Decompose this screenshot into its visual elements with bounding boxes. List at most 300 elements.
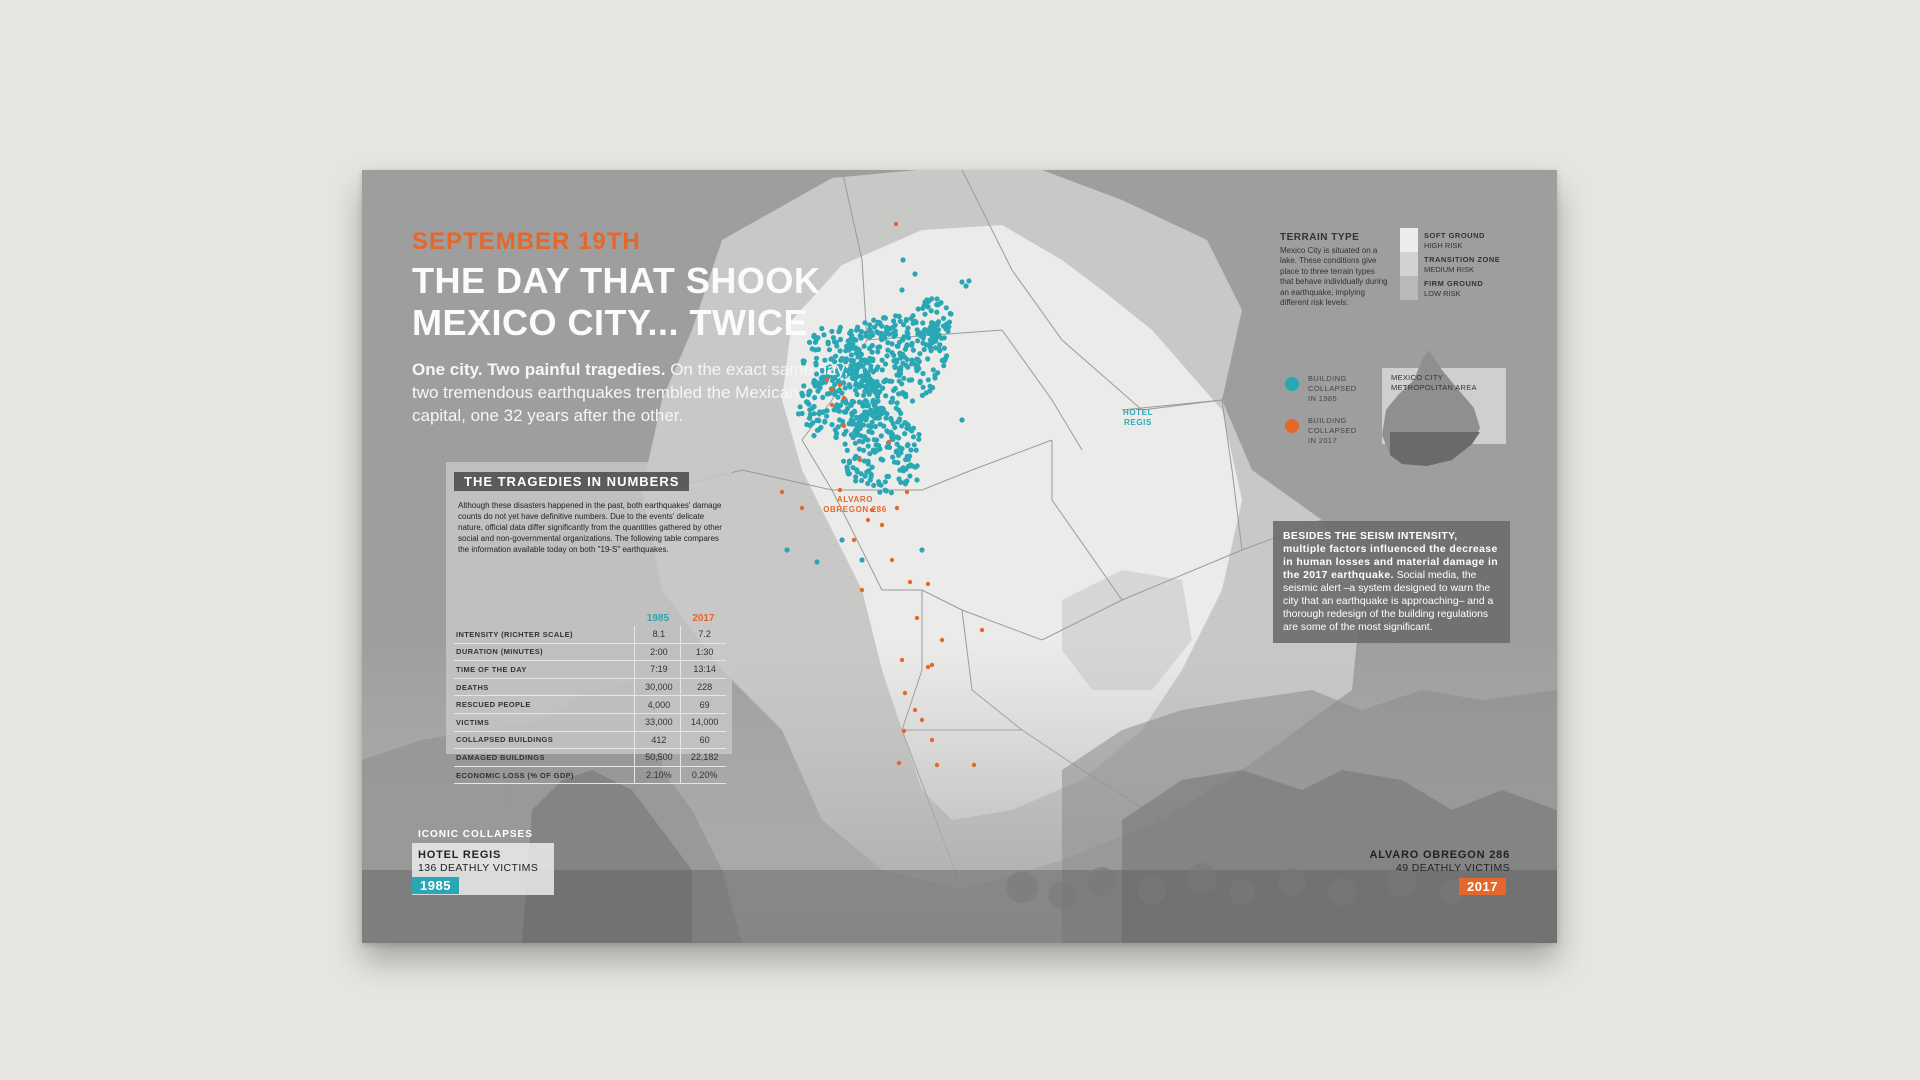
note-box (1273, 521, 1510, 643)
collapse-1985-dot (843, 442, 848, 447)
collapse-1985-dot (926, 377, 931, 382)
collapse-2017-dot (930, 663, 934, 667)
collapse-1985-dot (927, 342, 932, 347)
collapse-1985-dot (876, 391, 881, 396)
collapse-1985-dot (894, 434, 899, 439)
collapse-2017-dot (920, 718, 924, 722)
collapse-1985-dot (959, 279, 964, 284)
value-2017: 1:30 (681, 643, 726, 661)
collapse-2017-dot (908, 580, 912, 584)
collapse-2017-dot (890, 558, 894, 562)
row-label: VICTIMS (454, 713, 635, 731)
collapse-1985-dot (944, 353, 949, 358)
collapse-2017-dot (852, 538, 856, 542)
collapse-1985-dot (868, 363, 873, 368)
collapse-2017-dot (915, 616, 919, 620)
collapse-1985-dot (901, 465, 906, 470)
collapse-1985-dot (841, 459, 846, 464)
collapse-1985-dot (925, 356, 930, 361)
collapse-1985-dot (959, 417, 964, 422)
collapse-1985-dot (838, 325, 843, 330)
collapse-1985-dot (838, 348, 843, 353)
collapse-1985-dot (883, 393, 888, 398)
numbers-table (454, 610, 726, 784)
collapse-1985-dot (937, 332, 942, 337)
collapse-1985-dot (871, 448, 876, 453)
collapse-1985-dot (849, 352, 854, 357)
collapse-1985-dot (853, 441, 858, 446)
collapse-1985-dot (909, 377, 914, 382)
collapse-2017-dot (913, 708, 917, 712)
collapse-1985-dot (862, 344, 867, 349)
collapse-1985-dot (856, 426, 861, 431)
collapse-1985-dot (862, 458, 867, 463)
collapse-1985-dot (890, 455, 895, 460)
terrain-text: Mexico City is situated on a lake. These conditions give place to three terrain types that behave individually during an earthquake, implying different risk levels: (1280, 246, 1388, 308)
value-2017: 14,000 (681, 713, 726, 731)
collapse-1985-dot (860, 439, 865, 444)
collapse-2017-dot (903, 691, 907, 695)
value-2017: 228 (681, 678, 726, 696)
collapse-1985-dot (966, 278, 971, 283)
collapse-1985-dot (897, 340, 902, 345)
collapse-1985-dot (883, 416, 888, 421)
collapse-1985-dot (948, 311, 953, 316)
collapse-1985-dot (883, 361, 888, 366)
collapse-1985-dot (859, 471, 864, 476)
collapse-1985-dot (882, 315, 887, 320)
collapse-1985-dot (921, 333, 926, 338)
collapse-1985-dot (844, 429, 849, 434)
collapse-1985-dot (922, 303, 927, 308)
collapse-1985-dot (849, 329, 854, 334)
collapse-1985-dot (854, 467, 859, 472)
collapse-1985-dot (936, 319, 941, 324)
numbers-panel (446, 462, 732, 781)
collapse-1985-dot (904, 318, 909, 323)
collapse-1985-dot (893, 313, 898, 318)
collapse-1985-dot (813, 347, 818, 352)
collapse-2017-dot (895, 506, 899, 510)
table-header-blank (454, 610, 635, 626)
collapse-1985-dot (872, 403, 877, 408)
collapse-1985-dot (838, 337, 843, 342)
collapse-1985-dot (904, 344, 909, 349)
collapse-1985-dot (877, 383, 882, 388)
collapse-1985-dot (877, 482, 882, 487)
table-header-1985: 1985 (646, 612, 670, 624)
collapse-1985-dot (910, 398, 915, 403)
collapse-1985-dot (915, 338, 920, 343)
collapse-2017-dot (800, 506, 804, 510)
note-bold: BESIDES THE SEISM INTENSITY, multiple factors influenced the decrease in human losses and material damage in the 2017 earthquake. (1283, 531, 1498, 581)
collapse-1985-dot (942, 335, 947, 340)
table-row (454, 713, 726, 731)
collapse-1985-dot (916, 437, 921, 442)
collapse-1985-dot (942, 346, 947, 351)
collapse-1985-dot (937, 342, 942, 347)
collapse-1985-dot (894, 358, 899, 363)
collapse-1985-dot (894, 406, 899, 411)
collapse-1985-dot (897, 351, 902, 356)
collapse-1985-dot (827, 347, 832, 352)
metro-area-label: MEXICO CITY METROPOLITAN AREA (1391, 373, 1477, 392)
collapse-1985-dot (891, 353, 896, 358)
collapse-1985-dot (883, 488, 888, 493)
collapse-1985-dot (879, 324, 884, 329)
table-row (454, 696, 726, 714)
collapse-2017-dot (887, 440, 891, 444)
collapse-1985-dot (943, 326, 948, 331)
collapse-1985-dot (914, 368, 919, 373)
collapse-1985-dot (859, 352, 864, 357)
collapse-2017-dot (858, 458, 862, 462)
kicker: SEPTEMBER 19TH (412, 228, 641, 255)
value-1985: 33,000 (635, 713, 681, 731)
collapse-1985-dot (859, 336, 864, 341)
collapse-1985-dot (881, 407, 886, 412)
collapse-1985-dot (862, 320, 867, 325)
legend-dot-2017 (1285, 419, 1299, 433)
collapse-1985-dot (899, 423, 904, 428)
collapse-1985-dot (908, 447, 913, 452)
collapse-1985-dot (880, 358, 885, 363)
collapse-1985-dot (839, 537, 844, 542)
collapse-1985-dot (868, 408, 873, 413)
value-1985: 7:19 (635, 661, 681, 679)
collapse-1985-dot (932, 330, 937, 335)
collapse-1985-dot (893, 332, 898, 337)
collapse-1985-dot (880, 367, 885, 372)
collapse-1985-dot (930, 338, 935, 343)
collapse-2017-dot (900, 658, 904, 662)
collapse-1985-dot (902, 431, 907, 436)
collapse-1985-dot (888, 416, 893, 421)
collapse-1985-dot (853, 474, 858, 479)
collapse-1985-dot (929, 296, 934, 301)
collapse-1985-dot (854, 381, 859, 386)
collapse-1985-dot (907, 426, 912, 431)
collapse-1985-dot (881, 424, 886, 429)
collapse-1985-dot (879, 433, 884, 438)
collapse-1985-dot (897, 416, 902, 421)
table-row (454, 626, 726, 643)
collapse-1985-dot (920, 371, 925, 376)
table-row (454, 678, 726, 696)
collapse-1985-dot (849, 333, 854, 338)
value-2017: 60 (681, 731, 726, 749)
collapse-1985-dot (860, 383, 865, 388)
collapse-1985-dot (883, 479, 888, 484)
collapse-1985-dot (929, 308, 934, 313)
tag-alvaro-sub: 49 DEATHLY VICTIMS (1396, 862, 1510, 874)
collapse-1985-dot (784, 547, 789, 552)
collapse-1985-dot (897, 366, 902, 371)
value-2017: 22,182 (681, 749, 726, 767)
value-1985: 412 (635, 731, 681, 749)
collapse-1985-dot (927, 388, 932, 393)
year-badge-1985: 1985 (412, 877, 459, 894)
collapse-1985-dot (866, 429, 871, 434)
collapse-1985-dot (869, 424, 874, 429)
collapse-1985-dot (847, 459, 852, 464)
row-label: TIME OF THE DAY (454, 661, 635, 679)
collapse-1985-dot (920, 393, 925, 398)
collapse-1985-dot (882, 333, 887, 338)
swatch-soft-ground (1400, 228, 1418, 252)
collapse-1985-dot (834, 343, 839, 348)
label-firm-ground: FIRM GROUND LOW RISK (1424, 279, 1484, 298)
numbers-intro: Although these disasters happened in the past, both earthquakes' damage counts do not yet have definitive numbers. Due to the events' delicate nature, official data differ significantly from the quantities gathered by other social and non-governmental organizations. The following table compares the information available today on both "19-S" earthquakes. (458, 501, 722, 554)
collapse-1985-dot (866, 373, 871, 378)
collapse-1985-dot (912, 271, 917, 276)
swatch-transition-zone (1400, 252, 1418, 276)
collapse-2017-dot (930, 738, 934, 742)
tag-hotel-regis-sub: 136 DEATHLY VICTIMS (418, 862, 539, 874)
collapse-1985-dot (861, 448, 866, 453)
collapse-2017-dot (780, 490, 784, 494)
collapse-1985-dot (814, 559, 819, 564)
value-1985: 2:00 (635, 643, 681, 661)
collapse-1985-dot (936, 327, 941, 332)
collapse-1985-dot (934, 310, 939, 315)
collapse-1985-dot (865, 437, 870, 442)
collapse-1985-dot (912, 442, 917, 447)
collapse-2017-dot (866, 518, 870, 522)
collapse-1985-dot (856, 420, 861, 425)
value-2017: 69 (681, 696, 726, 714)
collapse-1985-dot (900, 257, 905, 262)
collapse-2017-dot (902, 729, 906, 733)
collapse-1985-dot (868, 388, 873, 393)
collapse-1985-dot (940, 358, 945, 363)
collapse-1985-dot (833, 427, 838, 432)
collapse-1985-dot (886, 430, 891, 435)
collapse-1985-dot (874, 367, 879, 372)
table-row (454, 766, 726, 784)
row-label: INTENSITY (RICHTER SCALE) (454, 626, 635, 643)
lead-paragraph (412, 358, 852, 427)
collapse-1985-dot (915, 332, 920, 337)
collapse-1985-dot (895, 400, 900, 405)
row-label: ECONOMIC LOSS (% OF GDP) (454, 766, 635, 784)
collapse-1985-dot (917, 351, 922, 356)
collapse-1985-dot (854, 328, 859, 333)
collapse-1985-dot (915, 363, 920, 368)
collapse-1985-dot (844, 465, 849, 470)
collapse-2017-dot (838, 488, 842, 492)
collapse-1985-dot (901, 376, 906, 381)
collapse-1985-dot (910, 463, 915, 468)
collapse-1985-dot (871, 483, 876, 488)
collapse-1985-dot (900, 390, 905, 395)
collapse-1985-dot (922, 312, 927, 317)
value-1985: 30,000 (635, 678, 681, 696)
lead-rest: On the exact same day, two tremendous earthquakes trembled the Mexican capital, one 32 years after the other. (412, 360, 849, 425)
collapse-1985-dot (870, 350, 875, 355)
legend-dot-1985 (1285, 377, 1299, 391)
collapse-1985-dot (887, 445, 892, 450)
collapse-1985-dot (881, 379, 886, 384)
infographic-poster (362, 170, 1557, 943)
collapse-1985-dot (941, 363, 946, 368)
collapse-1985-dot (894, 372, 899, 377)
lead-bold: One city. Two painful tragedies. (412, 360, 666, 379)
collapse-1985-dot (911, 434, 916, 439)
collapse-2017-dot (897, 761, 901, 765)
collapse-1985-dot (877, 344, 882, 349)
collapse-1985-dot (874, 437, 879, 442)
collapse-1985-dot (916, 306, 921, 311)
value-2017: 0.20% (681, 766, 726, 784)
legend-text-1985: BUILDING COLLAPSED IN 1985 (1308, 374, 1357, 403)
map-label-alvaro-obregon: ALVARO OBREGON 286 (823, 495, 887, 514)
collapse-2017-dot (940, 638, 944, 642)
iconic-collapses-heading: ICONIC COLLAPSES (418, 829, 533, 840)
tag-hotel-regis-title: HOTEL REGIS (418, 849, 502, 861)
map-label-hotel-regis: HOTEL REGIS (1122, 408, 1154, 427)
collapse-1985-dot (867, 334, 872, 339)
collapse-1985-dot (947, 320, 952, 325)
value-2017: 13:14 (681, 661, 726, 679)
collapse-1985-dot (889, 379, 894, 384)
collapse-1985-dot (934, 302, 939, 307)
collapse-2017-dot (926, 582, 930, 586)
terrain-title: TERRAIN TYPE (1280, 232, 1360, 243)
collapse-1985-dot (920, 320, 925, 325)
collapse-1985-dot (833, 435, 838, 440)
collapse-1985-dot (905, 329, 910, 334)
collapse-1985-dot (875, 349, 880, 354)
collapse-1985-dot (904, 363, 909, 368)
collapse-1985-dot (921, 385, 926, 390)
collapse-1985-dot (865, 383, 870, 388)
collapse-1985-dot (866, 403, 871, 408)
collapse-1985-dot (914, 477, 919, 482)
collapse-2017-dot (980, 628, 984, 632)
collapse-1985-dot (852, 409, 857, 414)
collapse-1985-dot (860, 403, 865, 408)
collapse-1985-dot (919, 547, 924, 552)
note-rest: Social media, the seismic alert –a system designed to warn the city that an earthquake is approaching– and a thorough redesign of the building regulations are some of the most significant. (1283, 570, 1494, 633)
legend-text-2017: BUILDING COLLAPSED IN 2017 (1308, 416, 1357, 445)
collapse-1985-dot (853, 454, 858, 459)
page-title: THE DAY THAT SHOOK MEXICO CITY... TWICE (412, 260, 821, 343)
collapse-2017-dot (860, 588, 864, 592)
collapse-1985-dot (884, 411, 889, 416)
collapse-1985-dot (922, 347, 927, 352)
collapse-1985-dot (878, 411, 883, 416)
table-row (454, 661, 726, 679)
value-2017: 7.2 (681, 626, 726, 643)
collapse-1985-dot (916, 432, 921, 437)
collapse-2017-dot (880, 523, 884, 527)
collapse-1985-dot (855, 392, 860, 397)
row-label: COLLAPSED BUILDINGS (454, 731, 635, 749)
collapse-1985-dot (941, 316, 946, 321)
collapse-1985-dot (903, 481, 908, 486)
collapse-1985-dot (898, 411, 903, 416)
collapse-1985-dot (864, 470, 869, 475)
collapse-1985-dot (867, 327, 872, 332)
collapse-1985-dot (869, 472, 874, 477)
value-1985: 8.1 (635, 626, 681, 643)
table-header-2017: 2017 (692, 612, 715, 624)
collapse-1985-dot (888, 400, 893, 405)
value-1985: 4,000 (635, 696, 681, 714)
collapse-1985-dot (878, 457, 883, 462)
collapse-1985-dot (944, 305, 949, 310)
collapse-1985-dot (845, 448, 850, 453)
collapse-2017-dot (935, 763, 939, 767)
collapse-1985-dot (907, 473, 912, 478)
collapse-1985-dot (855, 374, 860, 379)
collapse-1985-dot (914, 357, 919, 362)
value-1985: 50,500 (635, 749, 681, 767)
collapse-1985-dot (896, 476, 901, 481)
collapse-1985-dot (885, 340, 890, 345)
collapse-2017-dot (905, 490, 909, 494)
table-row (454, 749, 726, 767)
tag-alvaro-title: ALVARO OBREGON 286 (1369, 849, 1510, 861)
numbers-heading: THE TRAGEDIES IN NUMBERS (454, 472, 689, 491)
swatch-firm-ground (1400, 276, 1418, 300)
collapse-1985-dot (897, 379, 902, 384)
table-row (454, 643, 726, 661)
collapse-1985-dot (910, 313, 915, 318)
collapse-1985-dot (901, 334, 906, 339)
collapse-1985-dot (859, 557, 864, 562)
collapse-1985-dot (884, 326, 889, 331)
collapse-1985-dot (866, 444, 871, 449)
collapse-1985-dot (870, 358, 875, 363)
collapse-1985-dot (911, 320, 916, 325)
row-label: DURATION (MINUTES) (454, 643, 635, 661)
collapse-1985-dot (875, 320, 880, 325)
collapse-1985-dot (918, 379, 923, 384)
collapse-1985-dot (854, 432, 859, 437)
collapse-1985-dot (852, 362, 857, 367)
label-transition-zone: TRANSITION ZONE MEDIUM RISK (1424, 255, 1501, 274)
collapse-1985-dot (855, 347, 860, 352)
collapse-2017-dot (894, 222, 898, 226)
collapse-1985-dot (905, 442, 910, 447)
collapse-1985-dot (963, 283, 968, 288)
collapse-2017-dot (972, 763, 976, 767)
collapse-1985-dot (895, 460, 900, 465)
collapse-1985-dot (846, 338, 851, 343)
collapse-1985-dot (884, 474, 889, 479)
year-badge-2017: 2017 (1459, 878, 1506, 895)
collapse-1985-dot (863, 417, 868, 422)
collapse-1985-dot (847, 471, 852, 476)
collapse-1985-dot (894, 449, 899, 454)
collapse-1985-dot (885, 353, 890, 358)
collapse-1985-dot (859, 478, 864, 483)
collapse-1985-dot (899, 287, 904, 292)
collapse-1985-dot (870, 379, 875, 384)
label-soft-ground: SOFT GROUND HIGH RISK (1424, 231, 1485, 250)
table-row (454, 731, 726, 749)
collapse-1985-dot (911, 348, 916, 353)
collapse-1985-dot (914, 448, 919, 453)
collapse-1985-dot (929, 320, 934, 325)
collapse-1985-dot (850, 346, 855, 351)
row-label: DAMAGED BUILDINGS (454, 749, 635, 767)
collapse-1985-dot (811, 433, 816, 438)
collapse-1985-dot (907, 454, 912, 459)
row-label: RESCUED PEOPLE (454, 696, 635, 714)
